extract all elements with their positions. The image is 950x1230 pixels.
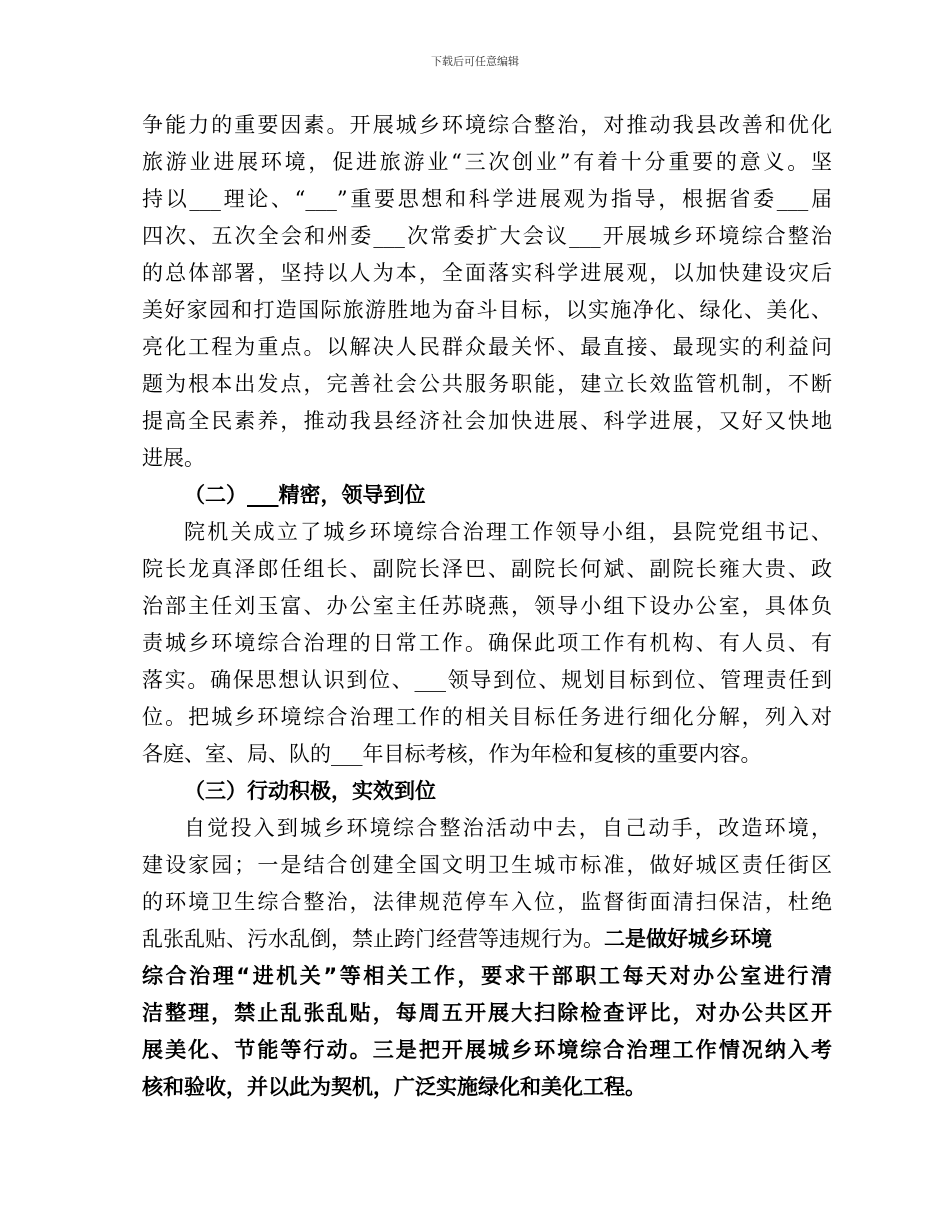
paragraph-line: 的总体部署，坚持以人为本，全面落实科学进展观，以加快建设灾后 <box>142 261 832 285</box>
paragraph-line <box>142 921 832 958</box>
paragraph-line: 旅游业进展环境，促进旅游业“三次创业”有着十分重要的意义。坚 <box>142 150 832 174</box>
paragraph-line: 持以___理论、“___”重要思想和科学进展观为指导，根据省委___届 <box>142 187 832 211</box>
paragraph-line: 四次、五次全会和州委___次常委扩大会议___开展城乡环境综合整治 <box>142 224 832 248</box>
bold-paragraph-line: 展美化、节能等行动。三是把开展城乡环境综合治理工作情况纳入考 <box>142 1038 832 1062</box>
paragraph-line: 治部主任刘玉富、办公室主任苏晓燕，领导小组下设办公室，具体负 <box>142 594 832 618</box>
bold-paragraph-line: 核和验收，并以此为契机，广泛实施绿化和美化工程。 <box>142 1075 646 1099</box>
paragraph-line: 亮化工程为重点。以解决人民群众最关怀、最直接、最现实的利益问 <box>142 335 832 359</box>
section-heading: （二）___精密，领导到位 <box>184 483 426 507</box>
paragraph-line: 美好家园和打造国际旅游胜地为奋斗目标，以实施净化、绿化、美化、 <box>142 298 832 322</box>
page-header: 下载后可任意编辑 <box>431 55 519 68</box>
paragraph-line: 位。把城乡环境综合治理工作的相关目标任务进行细化分解，列入对 <box>142 705 832 729</box>
paragraph-line: 各庭、室、局、队的___年目标考核，作为年检和复核的重要内容。 <box>142 742 762 766</box>
document-body <box>142 107 832 1106</box>
paragraph-line: 院机关成立了城乡环境综合治理工作领导小组，县院党组书记、 <box>184 520 832 544</box>
paragraph-line: 题为根本出发点，完善社会公共服务职能，建立长效监管机制，不断 <box>142 372 832 396</box>
paragraph-text: 乱张乱贴、污水乱倒，禁止跨门经营等违规行为。 <box>142 927 604 951</box>
bold-text: 二是做好城乡环境 <box>604 927 772 951</box>
paragraph-line: 进展。 <box>142 446 205 470</box>
paragraph-line: 建设家园；一是结合创建全国文明卫生城市标准，做好城区责任街区 <box>142 853 832 877</box>
paragraph-line: 的环境卫生综合整治，法律规范停车入位，监督街面清扫保洁，杜绝 <box>142 890 832 914</box>
paragraph-line: 责城乡环境综合治理的日常工作。确保此项工作有机构、有人员、有 <box>142 631 832 655</box>
bold-paragraph-line: 综合治理“进机关”等相关工作，要求干部职工每天对办公室进行清 <box>142 964 832 988</box>
paragraph-line: 落实。确保思想认识到位、___领导到位、规划目标到位、管理责任到 <box>142 668 832 692</box>
paragraph-line: 提高全民素养，推动我县经济社会加快进展、科学进展，又好又快地 <box>142 409 832 433</box>
paragraph-line: 自觉投入到城乡环境综合整治活动中去，自己动手，改造环境， <box>184 816 832 840</box>
section-heading: （三）行动积极，实效到位 <box>184 779 436 803</box>
paragraph-line: 院长龙真泽郎任组长、副院长泽巴、副院长何斌、副院长雍大贵、政 <box>142 557 832 581</box>
bold-paragraph-line: 洁整理，禁止乱张乱贴，每周五开展大扫除检查评比，对办公共区开 <box>142 1001 832 1025</box>
paragraph-line: 争能力的重要因素。开展城乡环境综合整治，对推动我县改善和优化 <box>142 113 832 137</box>
